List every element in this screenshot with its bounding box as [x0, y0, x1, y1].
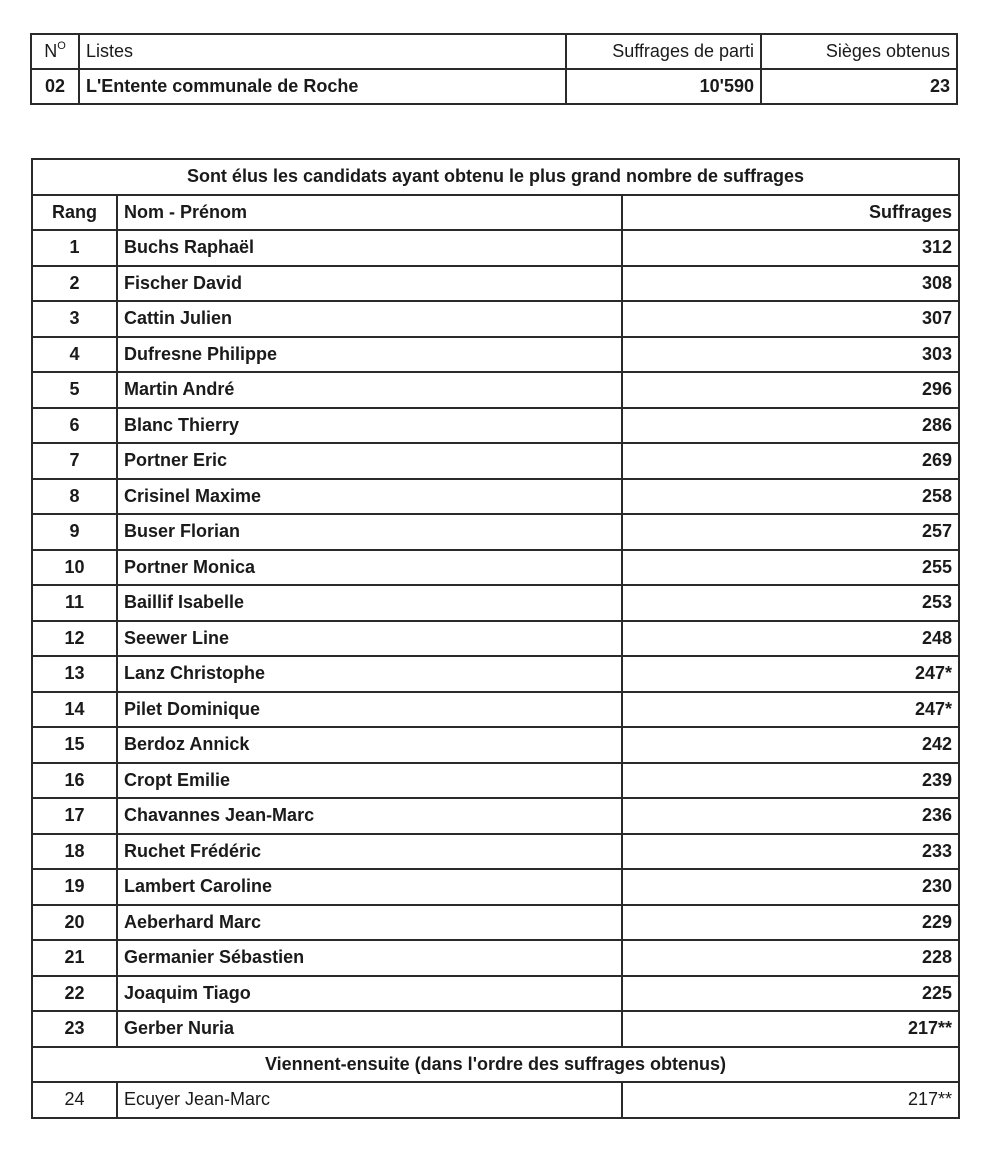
table-row — [32, 550, 959, 586]
candidate-name: Joaquim Tiago — [117, 976, 622, 1012]
candidate-name: Crisinel Maxime — [117, 479, 622, 515]
table-row — [32, 798, 959, 834]
candidate-name: Baillif Isabelle — [117, 585, 622, 621]
table-row — [32, 834, 959, 870]
party-summary-table — [30, 33, 958, 105]
candidate-votes: 247* — [622, 656, 959, 692]
summary-data-row — [31, 69, 957, 104]
candidate-rank: 4 — [32, 337, 117, 373]
table-row — [32, 514, 959, 550]
candidate-name: Seewer Line — [117, 621, 622, 657]
candidate-rank: 20 — [32, 905, 117, 941]
table-row — [32, 230, 959, 266]
next-title: Viennent-ensuite (dans l'ordre des suffrages obtenus) — [32, 1047, 959, 1083]
elected-title: Sont élus les candidats ayant obtenu le plus grand nombre de suffrages — [32, 159, 959, 195]
elected-title-row — [32, 159, 959, 195]
candidate-votes: 269 — [622, 443, 959, 479]
summary-header-row — [31, 34, 957, 69]
header-suffrages: Suffrages — [622, 195, 959, 231]
table-row — [32, 621, 959, 657]
candidate-votes: 258 — [622, 479, 959, 515]
candidate-votes: 286 — [622, 408, 959, 444]
candidate-votes: 257 — [622, 514, 959, 550]
table-row — [32, 869, 959, 905]
candidate-name: Blanc Thierry — [117, 408, 622, 444]
candidate-rank: 16 — [32, 763, 117, 799]
candidate-name: Portner Monica — [117, 550, 622, 586]
summary-list-name: L'Entente communale de Roche — [79, 69, 566, 104]
candidate-name: Lanz Christophe — [117, 656, 622, 692]
table-row — [32, 940, 959, 976]
candidate-name: Buser Florian — [117, 514, 622, 550]
candidate-rank: 19 — [32, 869, 117, 905]
summary-header-no: $N^O$ — [31, 34, 79, 69]
candidate-rank: 1 — [32, 230, 117, 266]
candidate-name: Berdoz Annick — [117, 727, 622, 763]
header-nom: Nom - Prénom — [117, 195, 622, 231]
candidate-rank: 10 — [32, 550, 117, 586]
elected-header-row — [32, 195, 959, 231]
table-row — [32, 905, 959, 941]
table-row — [32, 976, 959, 1012]
table-row — [32, 763, 959, 799]
candidate-votes: 239 — [622, 763, 959, 799]
candidate-votes: 303 — [622, 337, 959, 373]
table-row — [32, 692, 959, 728]
summary-header-sieges: Sièges obtenus — [761, 34, 957, 69]
candidate-name: Ruchet Frédéric — [117, 834, 622, 870]
candidate-votes: 217** — [622, 1082, 959, 1118]
summary-list-number: 02 — [31, 69, 79, 104]
candidate-votes: 255 — [622, 550, 959, 586]
table-row — [32, 585, 959, 621]
candidate-votes: 248 — [622, 621, 959, 657]
candidate-votes: 228 — [622, 940, 959, 976]
candidate-votes: 307 — [622, 301, 959, 337]
candidate-name: Aeberhard Marc — [117, 905, 622, 941]
candidate-rank: 17 — [32, 798, 117, 834]
candidate-rank: 15 — [32, 727, 117, 763]
candidate-rank: 24 — [32, 1082, 117, 1118]
candidate-name: Germanier Sébastien — [117, 940, 622, 976]
candidate-votes: 308 — [622, 266, 959, 302]
candidate-votes: 230 — [622, 869, 959, 905]
table-row — [32, 1011, 959, 1047]
table-row — [32, 337, 959, 373]
candidate-rank: 5 — [32, 372, 117, 408]
candidate-votes: 217** — [622, 1011, 959, 1047]
candidate-name: Buchs Raphaël — [117, 230, 622, 266]
table-row — [32, 408, 959, 444]
candidate-name: Cattin Julien — [117, 301, 622, 337]
candidate-votes: 233 — [622, 834, 959, 870]
summary-header-suffrages: Suffrages de parti — [566, 34, 761, 69]
candidate-name: Ecuyer Jean-Marc — [117, 1082, 622, 1118]
candidate-name: Portner Eric — [117, 443, 622, 479]
summary-seats: 23 — [761, 69, 957, 104]
next-title-row — [32, 1047, 959, 1083]
table-row — [32, 443, 959, 479]
candidate-name: Fischer David — [117, 266, 622, 302]
header-rang: Rang — [32, 195, 117, 231]
candidate-votes: 242 — [622, 727, 959, 763]
candidate-rank: 6 — [32, 408, 117, 444]
candidate-votes: 312 — [622, 230, 959, 266]
candidate-name: Pilet Dominique — [117, 692, 622, 728]
candidate-rank: 11 — [32, 585, 117, 621]
candidate-rank: 22 — [32, 976, 117, 1012]
candidate-name: Lambert Caroline — [117, 869, 622, 905]
candidate-name: Chavannes Jean-Marc — [117, 798, 622, 834]
candidate-votes: 236 — [622, 798, 959, 834]
candidate-votes: 253 — [622, 585, 959, 621]
candidate-rank: 23 — [32, 1011, 117, 1047]
candidate-rank: 14 — [32, 692, 117, 728]
candidate-rank: 18 — [32, 834, 117, 870]
candidate-votes: 225 — [622, 976, 959, 1012]
table-row — [32, 301, 959, 337]
table-row — [32, 656, 959, 692]
candidate-rank: 13 — [32, 656, 117, 692]
summary-party-votes: 10'590 — [566, 69, 761, 104]
table-row — [32, 479, 959, 515]
candidate-rank: 12 — [32, 621, 117, 657]
candidate-votes: 296 — [622, 372, 959, 408]
candidate-name: Cropt Emilie — [117, 763, 622, 799]
candidate-votes: 247* — [622, 692, 959, 728]
candidate-name: Martin André — [117, 372, 622, 408]
candidate-rank: 21 — [32, 940, 117, 976]
candidate-rank: 9 — [32, 514, 117, 550]
table-row — [32, 372, 959, 408]
candidate-votes: 229 — [622, 905, 959, 941]
elected-candidates-table — [31, 158, 960, 1119]
table-row — [32, 1082, 959, 1118]
summary-header-listes: Listes — [79, 34, 566, 69]
candidate-rank: 3 — [32, 301, 117, 337]
candidate-rank: 8 — [32, 479, 117, 515]
candidate-rank: 2 — [32, 266, 117, 302]
candidate-name: Dufresne Philippe — [117, 337, 622, 373]
candidate-rank: 7 — [32, 443, 117, 479]
table-row — [32, 266, 959, 302]
table-row — [32, 727, 959, 763]
candidate-name: Gerber Nuria — [117, 1011, 622, 1047]
